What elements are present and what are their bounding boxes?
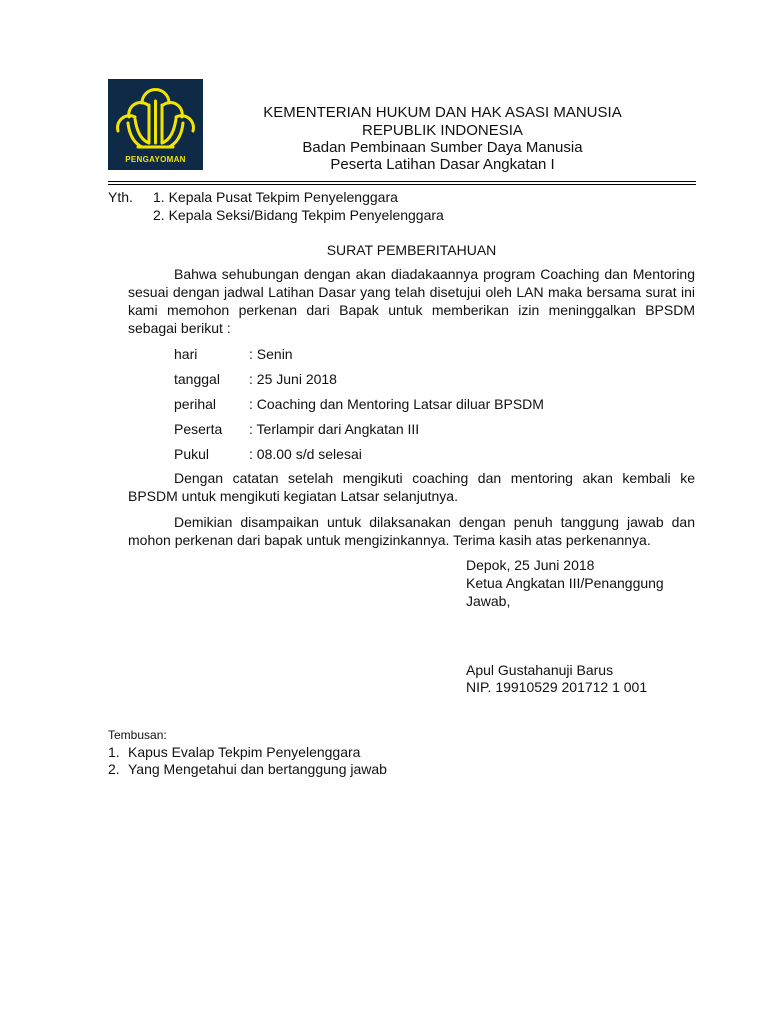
logo-text: PENGAYOMAN bbox=[125, 155, 186, 164]
detail-value: : Terlampir dari Angkatan III bbox=[249, 421, 420, 437]
signature-role: Ketua Angkatan III/Penanggung bbox=[466, 575, 664, 591]
recipient-item: 2. Kepala Seksi/Bidang Tekpim Penyelenggara bbox=[153, 207, 444, 223]
paragraph-line: Dengan catatan setelah mengikuti coaching dan mentoring akan kembali ke bbox=[174, 470, 695, 486]
paragraph-line: Bahwa sehubungan dengan akan diadakaannya program Coaching dan Mentoring bbox=[174, 266, 695, 282]
intro-paragraph bbox=[128, 265, 695, 337]
detail-label: perihal bbox=[174, 396, 217, 412]
closing-paragraph bbox=[128, 513, 695, 549]
letter-title: SURAT PEMBERITAHUAN bbox=[326, 242, 497, 258]
header-divider-bottom bbox=[108, 184, 696, 185]
signature-role: Jawab, bbox=[466, 593, 511, 609]
cc-number: 1. bbox=[108, 744, 120, 760]
paragraph-line: sebagai berikut : bbox=[128, 320, 231, 336]
cc-item: Yang Mengetahui dan bertanggung jawab bbox=[128, 761, 387, 777]
participant-group: Peserta Latihan Dasar Angkatan I bbox=[330, 156, 555, 173]
ministry-name: KEMENTERIAN HUKUM DAN HAK ASASI MANUSIA bbox=[263, 104, 622, 121]
detail-label: tanggal bbox=[174, 371, 220, 387]
detail-value: : 08.00 s/d selesai bbox=[249, 446, 362, 462]
detail-label: hari bbox=[174, 346, 198, 362]
cc-number: 2. bbox=[108, 761, 120, 777]
detail-value: : Coaching dan Mentoring Latsar diluar BPSDM bbox=[249, 396, 544, 412]
detail-value: : 25 Juni 2018 bbox=[249, 371, 337, 387]
signatory-nip: NIP. 19910529 201712 1 001 bbox=[466, 679, 648, 695]
recipient-item: 1. Kepala Pusat Tekpim Penyelenggara bbox=[153, 189, 398, 205]
header-divider-top bbox=[108, 181, 696, 182]
cc-label: Tembusan: bbox=[108, 728, 167, 742]
paragraph-line: kami memohon perkenan dari Bapak untuk memberikan izin meninggalkan BPSDM bbox=[128, 302, 695, 318]
pengayoman-logo bbox=[108, 79, 203, 170]
detail-label: Pukul bbox=[174, 446, 210, 462]
country-name: REPUBLIK INDONESIA bbox=[362, 122, 523, 139]
paragraph-line: Demikian disampaikan untuk dilaksanakan dengan penuh tanggung jawab dan bbox=[174, 514, 695, 530]
detail-label: Peserta bbox=[174, 421, 223, 437]
paragraph-line: sesuai dengan jadwal Latihan Dasar yang telah disetujui oleh LAN maka bersama surat ini bbox=[128, 284, 695, 300]
agency-name: Badan Pembinaan Sumber Daya Manusia bbox=[302, 139, 583, 156]
note-paragraph bbox=[128, 469, 695, 505]
signatory-name: Apul Gustahanuji Barus bbox=[466, 662, 614, 678]
recipient-label: Yth. bbox=[108, 189, 133, 205]
paragraph-line: BPSDM untuk mengikuti kegiatan Latsar selanjutnya. bbox=[128, 488, 458, 504]
cc-item: Kapus Evalap Tekpim Penyelenggara bbox=[128, 744, 361, 760]
signature-place-date: Depok, 25 Juni 2018 bbox=[466, 557, 595, 573]
detail-value: : Senin bbox=[249, 346, 293, 362]
paragraph-line: mohon perkenan dari bapak untuk mengizinkannya. Terima kasih atas perkenannya. bbox=[128, 532, 651, 548]
